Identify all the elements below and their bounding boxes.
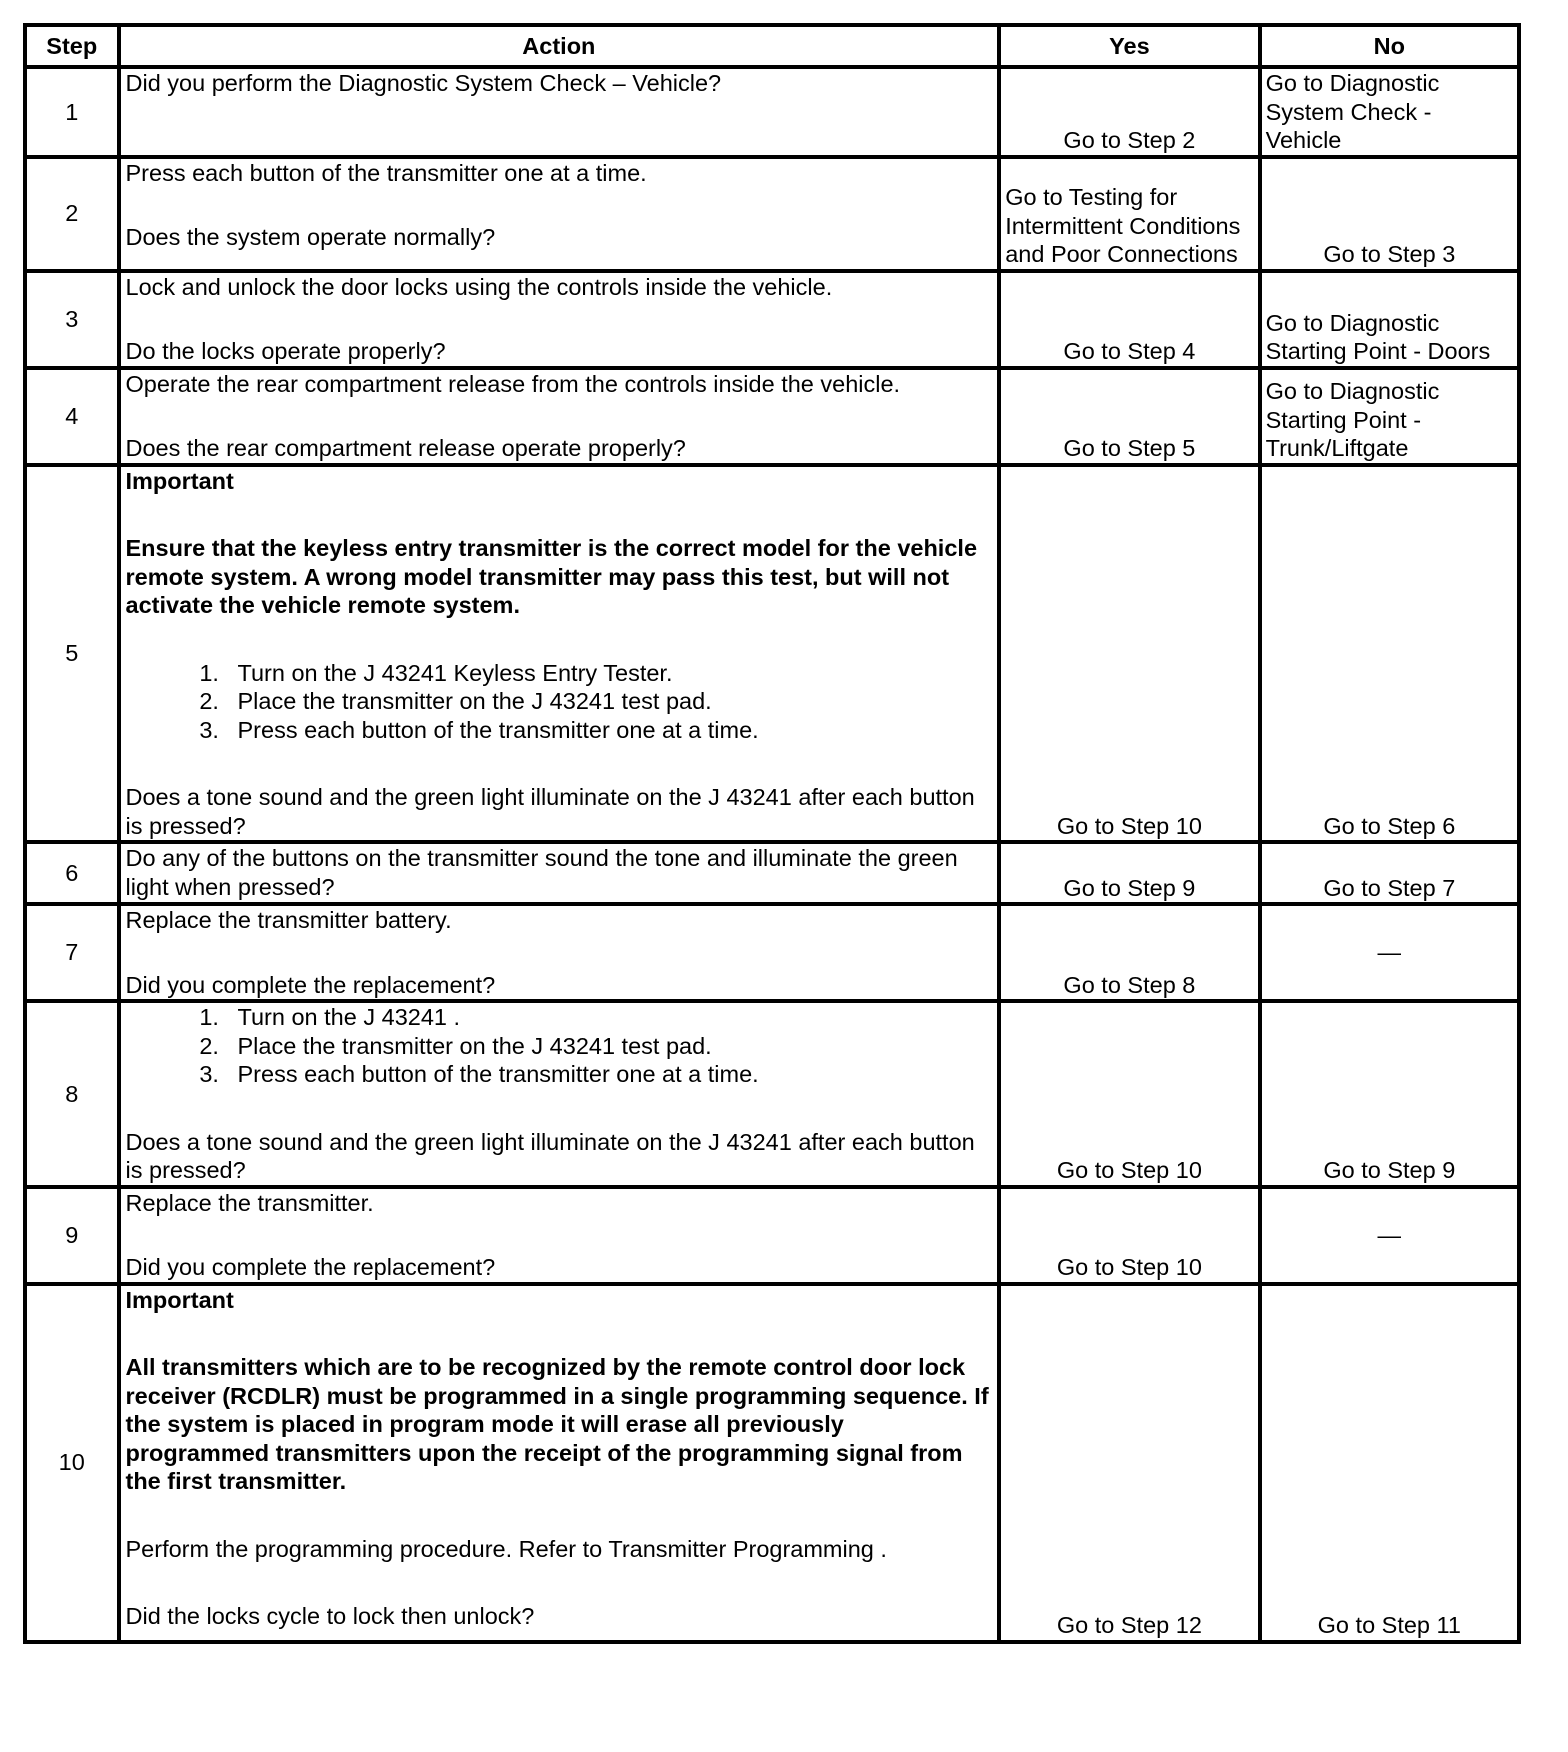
action-cell — [119, 1187, 1000, 1284]
no-cell: Go to Step 3 — [1260, 157, 1519, 271]
action-cell — [119, 368, 1000, 465]
yes-cell: Go to Step 2 — [999, 67, 1259, 157]
no-cell: Go to Step 6 — [1260, 465, 1519, 843]
action-question: Do the locks operate properly? — [125, 338, 446, 364]
no-cell: Go to Diagnostic Starting Point - Doors — [1260, 271, 1519, 368]
action-cell — [119, 904, 1000, 1001]
yes-cell: Go to Step 10 — [999, 1001, 1259, 1187]
action-question: Did you complete the replacement? — [125, 971, 496, 998]
list-item: 1. Turn on the J 43241 . — [226, 1003, 994, 1032]
action-question: Does the system operate normally? — [125, 224, 496, 250]
no-cell: Go to Step 7 — [1260, 842, 1519, 904]
step-number: 6 — [25, 842, 119, 904]
step-number: 8 — [25, 1001, 119, 1187]
yes-cell: Go to Step 10 — [999, 1187, 1259, 1284]
no-cell: Go to Diagnostic Starting Point - Trunk/Liftgate — [1260, 368, 1519, 465]
procedure-reference: Perform the programming procedure. Refer to Transmitter Programming . — [125, 1535, 887, 1562]
important-note: Ensure that the keyless entry transmitter is the correct model for the vehicle remote system. A wrong model transmitter may pass this test, but will not activate the vehicle remote system. — [125, 535, 978, 618]
list-item: 1. Turn on the J 43241 Keyless Entry Tester. — [226, 659, 994, 688]
list-item: 2. Place the transmitter on the J 43241 test pad. — [226, 1032, 994, 1061]
diagnostic-table — [23, 23, 1521, 1644]
action-instruction: Operate the rear compartment release from the controls inside the vehicle. — [125, 370, 901, 397]
action-cell — [119, 465, 1000, 843]
table-row-step-7 — [25, 904, 1519, 1001]
action-question: Do any of the buttons on the transmitter sound the tone and illuminate the green light when pressed? — [125, 845, 958, 900]
table-row-step-3 — [25, 271, 1519, 368]
yes-cell: Go to Step 5 — [999, 368, 1259, 465]
important-label: Important — [125, 1286, 234, 1313]
step-number: 2 — [25, 157, 119, 271]
important-note: All transmitters which are to be recognized by the remote control door lock receiver (RCDLR) must be programmed in a single programming sequence. If the system is placed in program mode it will erase all previously programmed transmitters upon the receipt of the programming signal from the first transmitter. — [125, 1354, 989, 1494]
no-cell: Go to Diagnostic System Check - Vehicle — [1260, 67, 1519, 157]
action-cell — [119, 67, 1000, 157]
no-cell: Go to Step 11 — [1260, 1284, 1519, 1642]
yes-cell: Go to Step 12 — [999, 1284, 1259, 1642]
action-instruction: Press each button of the transmitter one at a time. — [125, 159, 647, 186]
no-cell: — — [1260, 904, 1519, 1001]
step-number: 5 — [25, 465, 119, 843]
header-row — [25, 25, 1519, 67]
action-question: Does a tone sound and the green light illuminate on the J 43241 after each button is pressed? — [125, 1128, 975, 1183]
list-item: 2. Place the transmitter on the J 43241 test pad. — [226, 687, 994, 716]
table-row-step-1 — [25, 67, 1519, 157]
yes-cell: Go to Testing for Intermittent Conditions and Poor Connections — [999, 157, 1259, 271]
step-number: 3 — [25, 271, 119, 368]
step-number: 1 — [25, 67, 119, 157]
step-number: 10 — [25, 1284, 119, 1642]
action-question: Did the locks cycle to lock then unlock? — [125, 1603, 535, 1629]
action-instruction: Lock and unlock the door locks using the controls inside the vehicle. — [125, 273, 833, 300]
header-yes: Yes — [999, 25, 1259, 67]
action-cell — [119, 842, 1000, 904]
action-text: Did you perform the Diagnostic System Check – Vehicle? — [125, 70, 722, 96]
list-item: 3. Press each button of the transmitter one at a time. — [226, 1060, 994, 1089]
table-row-step-5 — [25, 465, 1519, 843]
header-action: Action — [119, 25, 1000, 67]
no-cell: Go to Step 9 — [1260, 1001, 1519, 1187]
action-cell — [119, 1001, 1000, 1187]
header-no: No — [1260, 25, 1519, 67]
action-instruction: Replace the transmitter. — [125, 1189, 374, 1216]
step-number: 7 — [25, 904, 119, 1001]
step-number: 4 — [25, 368, 119, 465]
procedure-list — [126, 1003, 994, 1089]
action-instruction: Replace the transmitter battery. — [125, 907, 452, 933]
action-question: Does the rear compartment release operate properly? — [125, 435, 686, 461]
table-row-step-4 — [25, 368, 1519, 465]
important-label: Important — [125, 467, 234, 494]
action-question: Did you complete the replacement? — [125, 1254, 496, 1280]
table-row-step-10 — [25, 1284, 1519, 1642]
table-row-step-2 — [25, 157, 1519, 271]
table-row-step-9 — [25, 1187, 1519, 1284]
yes-cell: Go to Step 10 — [999, 465, 1259, 843]
action-question: Does a tone sound and the green light illuminate on the J 43241 after each button is pressed? — [125, 784, 975, 839]
action-cell — [119, 1284, 1000, 1642]
yes-cell: Go to Step 9 — [999, 842, 1259, 904]
yes-cell: Go to Step 8 — [999, 904, 1259, 1001]
table-row-step-6 — [25, 842, 1519, 904]
list-item: 3. Press each button of the transmitter one at a time. — [226, 716, 994, 745]
step-number: 9 — [25, 1187, 119, 1284]
procedure-list — [126, 659, 994, 745]
header-step: Step — [25, 25, 119, 67]
no-cell: — — [1260, 1187, 1519, 1284]
action-cell — [119, 157, 1000, 271]
action-cell — [119, 271, 1000, 368]
diagnostic-table-page — [23, 23, 1521, 1644]
table-row-step-8 — [25, 1001, 1519, 1187]
yes-cell: Go to Step 4 — [999, 271, 1259, 368]
